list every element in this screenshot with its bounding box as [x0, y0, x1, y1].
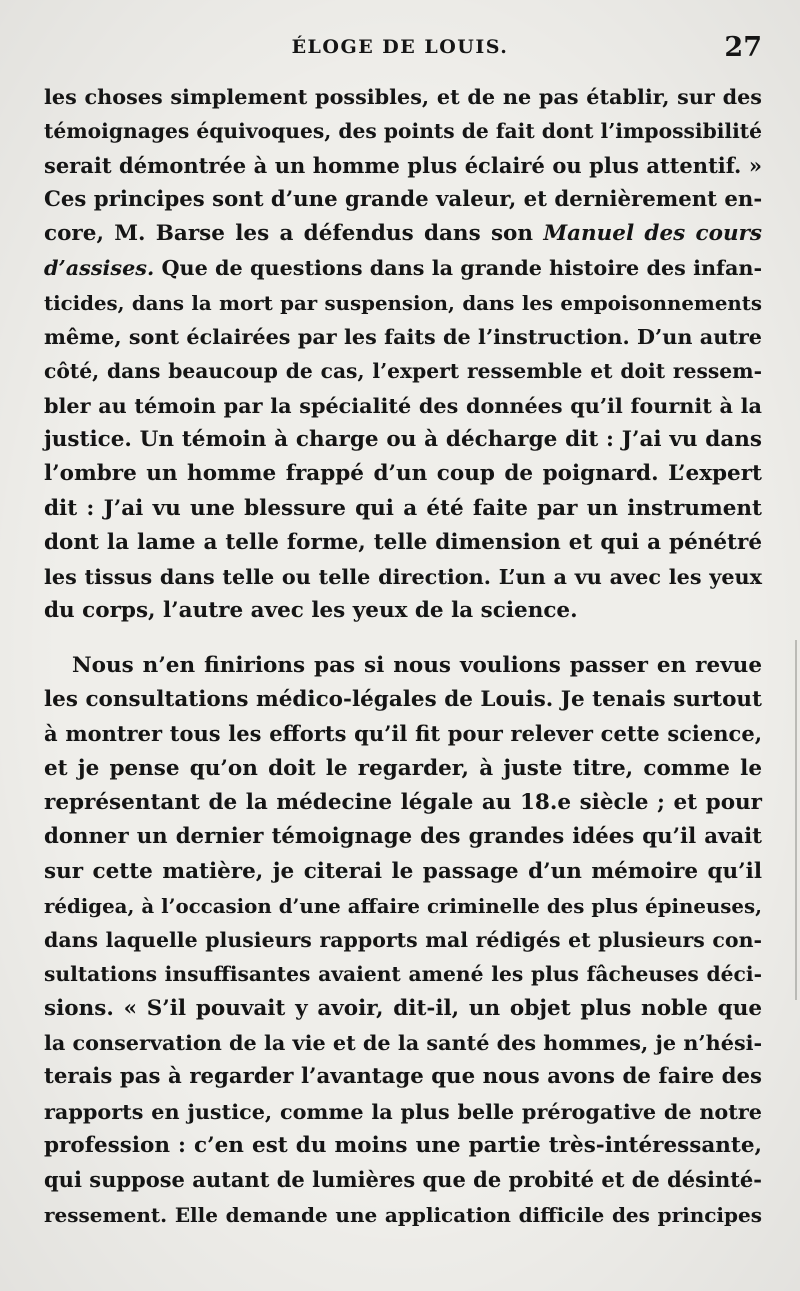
text-line: dans laquelle plusieurs rapports mal rédigés et plusieurs con- [44, 928, 762, 953]
text-line: Nous n’en finirions pas si nous voulions passer en revue [72, 652, 762, 678]
text-line: et je pense qu’on doit le regarder, à juste titre, comme le [44, 755, 762, 781]
page-number: 27 [724, 32, 762, 63]
text-line: sions. « S’il pouvait y avoir, dit-il, un objet plus noble que [44, 995, 762, 1021]
text-line: sultations insuffisantes avaient amené les plus fâcheuses déci- [44, 962, 762, 987]
text-line: qui suppose autant de lumières que de probité et de désinté- [44, 1167, 762, 1193]
text-fragment: core, M. Barse les a défendus dans son [44, 221, 534, 247]
text-line: la conservation de la vie et de la santé des hommes, je n’hési- [44, 1031, 763, 1056]
text-line: dit : J’ai vu une blessure qui a été faite par un instrument [44, 495, 762, 521]
body-text [44, 80, 762, 1232]
text-line-with-title [44, 217, 762, 251]
running-title: ÉLOGE DE LOUIS. [291, 36, 509, 58]
book-title-italic: Manuel des cours [543, 221, 763, 247]
page-edge-shadow [795, 640, 797, 1000]
text-fragment: Que de questions dans la grande histoire des infan- [161, 256, 763, 281]
text-line: les choses simplement possibles, et de ne pas établir, sur des [44, 85, 762, 109]
text-line: terais pas à regarder l’avantage que nous avons de faire des [44, 1064, 762, 1090]
text-line: témoignages équivoques, des points de fait dont l’impossibilité [44, 119, 763, 144]
text-line: rédigea, à l’occasion d’une affaire criminelle des plus épineuses, [44, 893, 762, 918]
text-line: bler au témoin par la spécialité des données qu’il fournit à la [44, 393, 762, 418]
text-line: Ces principes sont d’une grande valeur, et dernièrement en- [44, 186, 763, 212]
text-line: à montrer tous les efforts qu’il fit pour relever cette science, [44, 721, 762, 747]
text-line: donner un dernier témoignage des grandes idées qu’il avait [44, 824, 762, 850]
text-line: côté, dans beaucoup de cas, l’expert ressemble et doit ressem- [44, 359, 762, 384]
text-line: l’ombre un homme frappé d’un coup de poignard. L’expert [44, 461, 762, 487]
paragraph-gap [44, 629, 762, 649]
text-line: profession : c’en est du moins une partie très-intéressante, [44, 1132, 762, 1158]
text-line: rapports en justice, comme la plus belle prérogative de notre [44, 1099, 762, 1124]
book-title-italic: d’assises. [44, 256, 155, 281]
text-line: serait démontrée à un homme plus éclairé ou plus attentif. » [44, 152, 762, 178]
text-line: même, sont éclairées par les faits de l’instruction. D’un autre [44, 325, 762, 350]
text-line: représentant de la médecine légale au 18.e siècle ; et pour [44, 789, 762, 815]
text-line: les consultations médico-légales de Louis. Je tenais surtout [44, 687, 762, 713]
text-line: du corps, l’autre avec les yeux de la science. [44, 598, 578, 624]
text-line: les tissus dans telle ou telle direction. L’un a vu avec les yeux [44, 565, 762, 590]
text-line: sur cette matière, je citerai le passage d’un mémoire qu’il [44, 858, 762, 884]
text-line: dont la lame a telle forme, telle dimension et qui a pénétré [44, 529, 762, 555]
text-line: ticides, dans la mort par suspension, dans les empoisonnements [44, 290, 762, 315]
text-line-with-title [44, 251, 762, 285]
running-head [0, 34, 800, 66]
text-line: justice. Un témoin à charge ou à décharge dit : J’ai vu dans [44, 426, 762, 452]
text-line: ressement. Elle demande une application difficile des principes [44, 1202, 762, 1227]
